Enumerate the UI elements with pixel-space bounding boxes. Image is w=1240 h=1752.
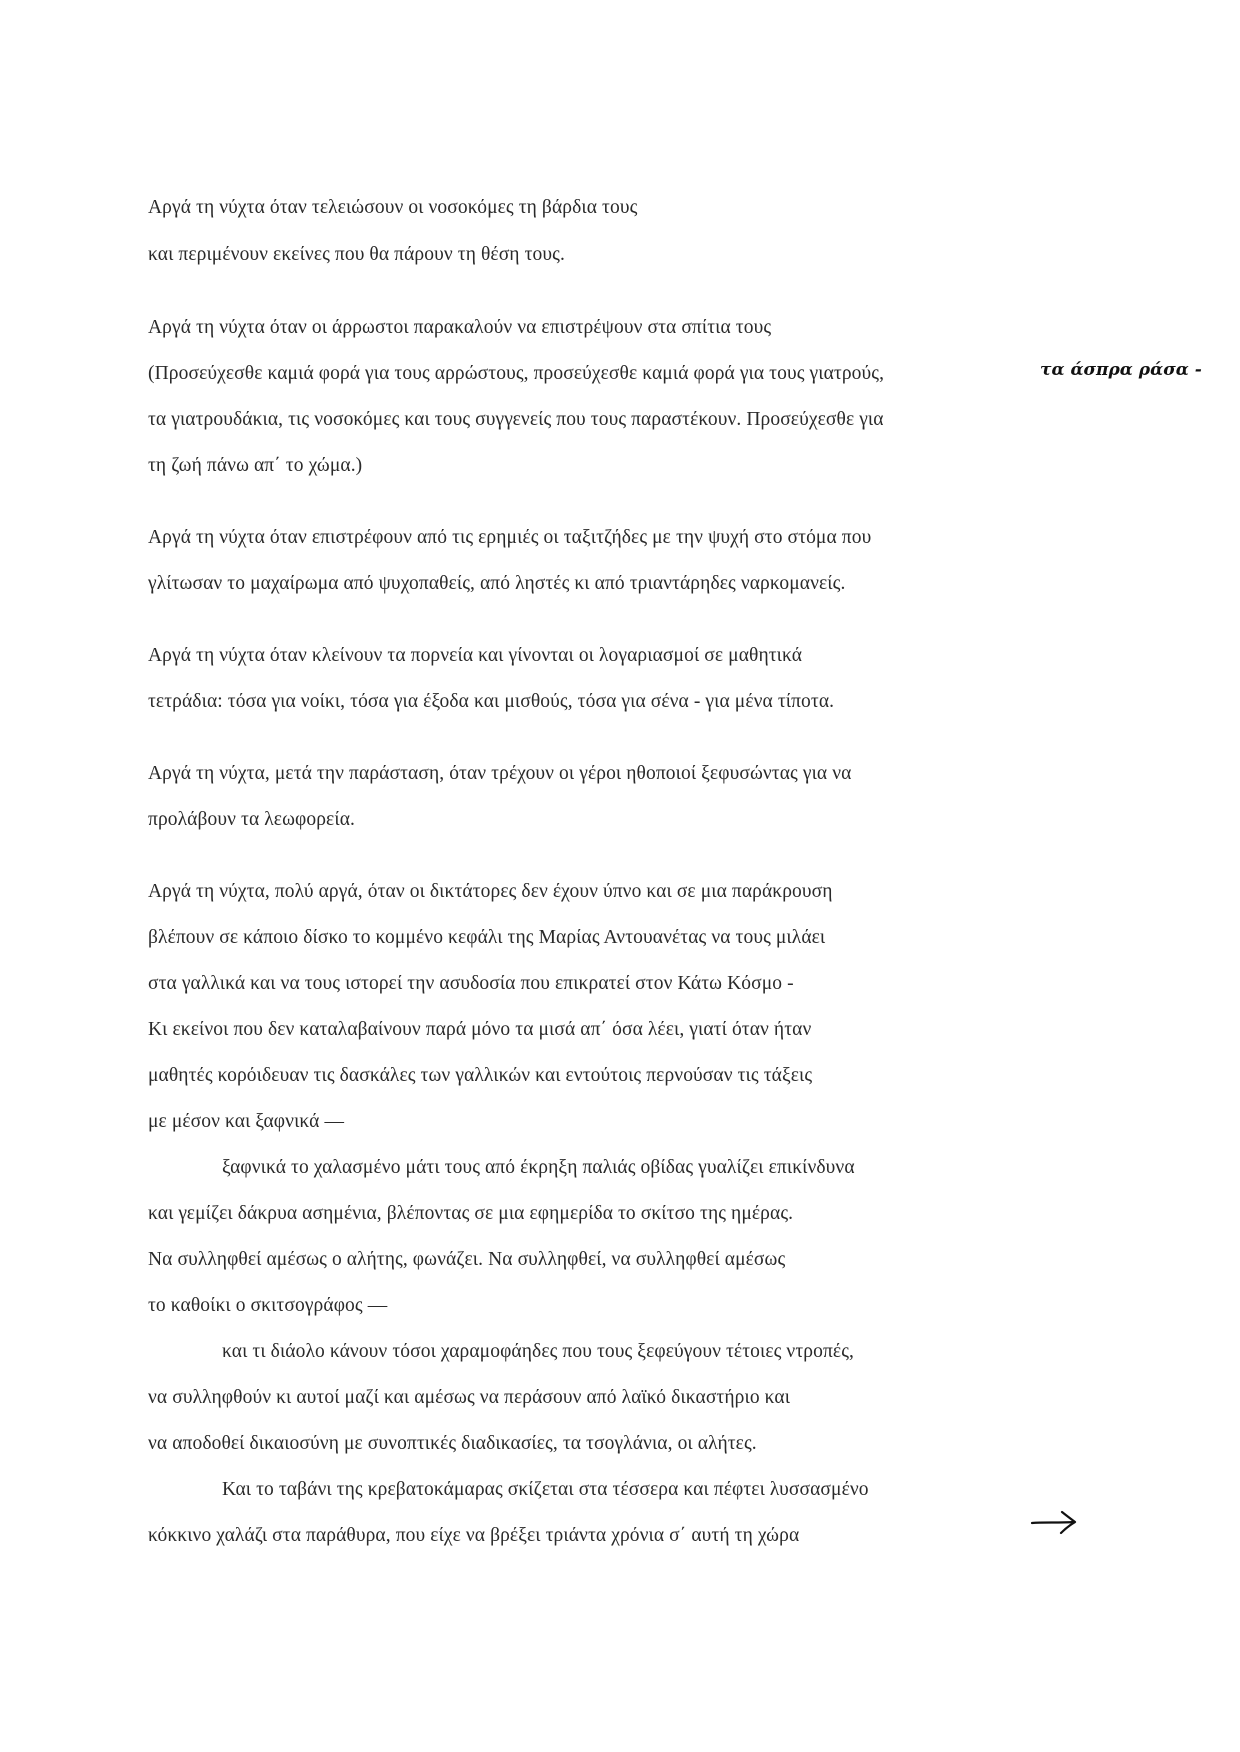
text-line: Αργά τη νύχτα όταν τελειώσουν οι νοσοκόμες τη βάρδια τους — [148, 197, 638, 218]
text-line: το καθοίκι ο σκιτσογράφος — — [148, 1295, 388, 1316]
text-line: γλίτωσαν το μαχαίρωμα από ψυχοπαθείς, από ληστές κι από τριαντάρηδες ναρκομανείς. — [148, 573, 846, 594]
text-line: προλάβουν τα λεωφορεία. — [148, 809, 355, 830]
text-line: στα γαλλικά και να τους ιστορεί την ασυδοσία που επικρατεί στον Κάτω Κόσμο - — [148, 973, 794, 994]
text-line: Αργά τη νύχτα, πολύ αργά, όταν οι δικτάτορες δεν έχουν ύπνο και σε μια παράκρουση — [148, 881, 833, 902]
text-line: Αργά τη νύχτα όταν επιστρέφουν από τις ερημιές οι ταξιτζήδες με την ψυχή στο στόμα που — [148, 527, 872, 548]
text-line: κόκκινο χαλάζι στα παράθυρα, που είχε να βρέξει τριάντα χρόνια σ΄ αυτή τη χώρα — [148, 1525, 800, 1546]
text-line: ξαφνικά το χαλασμένο μάτι τους από έκρηξη παλιάς οβίδας γυαλίζει επικίνδυνα — [222, 1157, 855, 1178]
text-line: Και το ταβάνι της κρεβατοκάμαρας σκίζεται στα τέσσερα και πέφτει λυσσασμένο — [222, 1479, 869, 1500]
text-line: τα γιατρουδάκια, τις νοσοκόμες και τους συγγενείς που τους παραστέκουν. Προσεύχεσθε για — [148, 409, 884, 430]
text-line: Να συλληφθεί αμέσως ο αλήτης, φωνάζει. Να συλληφθεί, να συλληφθεί αμέσως — [148, 1249, 786, 1270]
text-line: Αργά τη νύχτα όταν οι άρρωστοι παρακαλούν να επιστρέψουν στα σπίτια τους — [148, 317, 772, 338]
text-line: Αργά τη νύχτα, μετά την παράσταση, όταν τρέχουν οι γέροι ηθοποιοί ξεφυσώντας για να — [148, 763, 852, 784]
text-line: με μέσον και ξαφνικά — — [148, 1111, 345, 1132]
text-line: Αργά τη νύχτα όταν κλείνουν τα πορνεία και γίνονται οι λογαριασμοί σε μαθητικά — [148, 645, 803, 666]
text-line: και γεμίζει δάκρυα ασημένια, βλέποντας σε μια εφημερίδα το σκίτσο της ημέρας. — [148, 1203, 794, 1224]
text-line: να συλληφθούν κι αυτοί μαζί και αμέσως να περάσουν από λαϊκό δικαστήριο και — [148, 1387, 791, 1408]
arrow-right-icon — [1030, 1508, 1078, 1536]
text-line: βλέπουν σε κάποιο δίσκο το κομμένο κεφάλι της Μαρίας Αντουανέτας να τους μιλάει — [148, 927, 826, 948]
handwritten-annotation: τα άσπρα ράσα - — [1040, 360, 1202, 380]
text-line: να αποδοθεί δικαιοσύνη με συνοπτικές διαδικασίες, τα τσογλάνια, οι αλήτες. — [148, 1433, 757, 1454]
text-line: Κι εκείνοι που δεν καταλαβαίνουν παρά μόνο τα μισά απ΄ όσα λέει, γιατί όταν ήταν — [148, 1019, 812, 1040]
text-line: και περιμένουν εκείνες που θα πάρουν τη θέση τους. — [148, 244, 565, 265]
text-line: τετράδια: τόσα για νοίκι, τόσα για έξοδα και μισθούς, τόσα για σένα - για μένα τίποτα. — [148, 691, 835, 712]
text-line: και τι διάολο κάνουν τόσοι χαραμοφάηδες που τους ξεφεύγουν τέτοιες ντροπές, — [222, 1341, 854, 1362]
text-line: μαθητές κορόιδευαν τις δασκάλες των γαλλικών και εντούτοις περνούσαν τις τάξεις — [148, 1065, 813, 1086]
text-line: τη ζωή πάνω απ΄ το χώμα.) — [148, 455, 363, 476]
text-line: (Προσεύχεσθε καμιά φορά για τους αρρώστους, προσεύχεσθε καμιά φορά για τους γιατρούς, — [148, 363, 885, 384]
